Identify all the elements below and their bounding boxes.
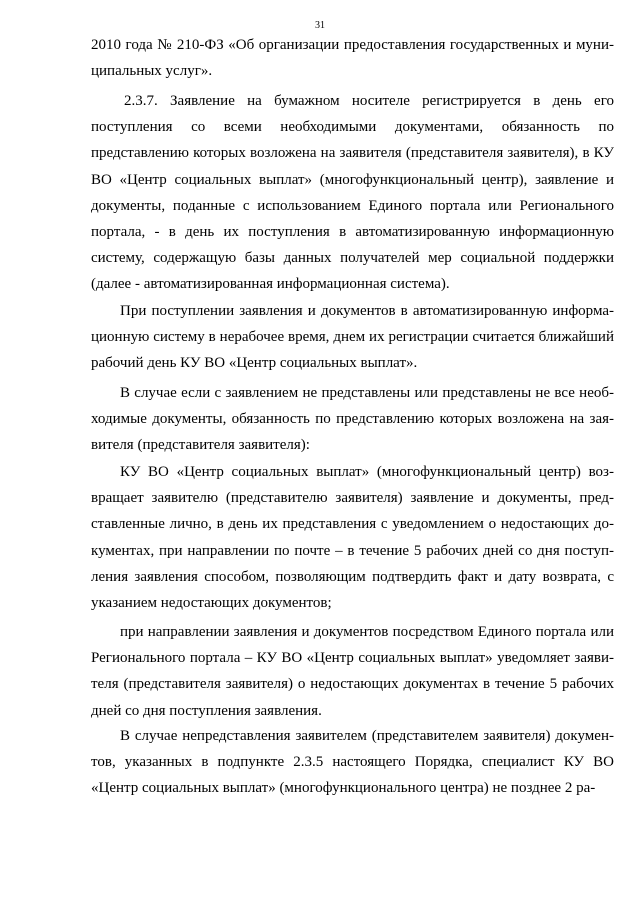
paragraph-registration-time: При поступлении заявления и документов в автоматизированную информационную систему в нерабочее время, днем их регистрации считается ближайший рабочий день КУ ВО «Центр социальных выплат». (91, 303, 614, 372)
paragraph-non-submission: В случае непредставления заявителем (представителем заявителя) документов, указанных в подпункте 2.3.5 настоящего Порядка, специалист КУ ВО «Центр социальных выплат» (многофункционального центра) не позднее 2 ра- (91, 728, 614, 797)
paragraph-return-documents: КУ ВО «Центр социальных выплат» (многофункциональный центр) возвращает заявителю (представителю заявителя) заявление и документы, представленные лично, в день их представления с уведомлением о недостающих документах, при направлении по почте – в течение 5 рабочих дней со дня поступления заявления способом, позволяющим подтвердить факт и дату возврата, с указанием недостающих документов; (91, 464, 614, 612)
paragraph-portal-notification: при направлении заявления и документов посредством Единого портала или Регионального портала – КУ ВО «Центр социальных выплат» уведомляет заявителя (представителя заявителя) о недостающих документах в течение 5 рабочих дней со дня поступления заявления. (91, 624, 614, 719)
paragraph-missing-documents: В случае если с заявлением не представлены или представлены не все необходимые документы, обязанность по представлению которых возложена на заявителя (представителя заявителя): (91, 385, 614, 454)
page-number: 31 (315, 20, 325, 31)
paragraph-continuation: 2010 года № 210-ФЗ «Об организации предоставления государственных и муниципальных услуг». (91, 37, 614, 80)
paragraph-2-3-7: 2.3.7. Заявление на бумажном носителе регистрируется в день его поступления со всеми необходимыми документами, обязанность по представлению которых возложена на заявителя (представителя заявителя), в КУ ВО «Центр социальных выплат» (многофункциональный центр), заявление и документы, поданные с использованием Единого портала или Регионального портала, - в день их поступления в автоматизированную информационную систему, содержащую базы данных получателей мер социальной поддержки (далее - автоматизированная информационная система). (91, 93, 614, 293)
